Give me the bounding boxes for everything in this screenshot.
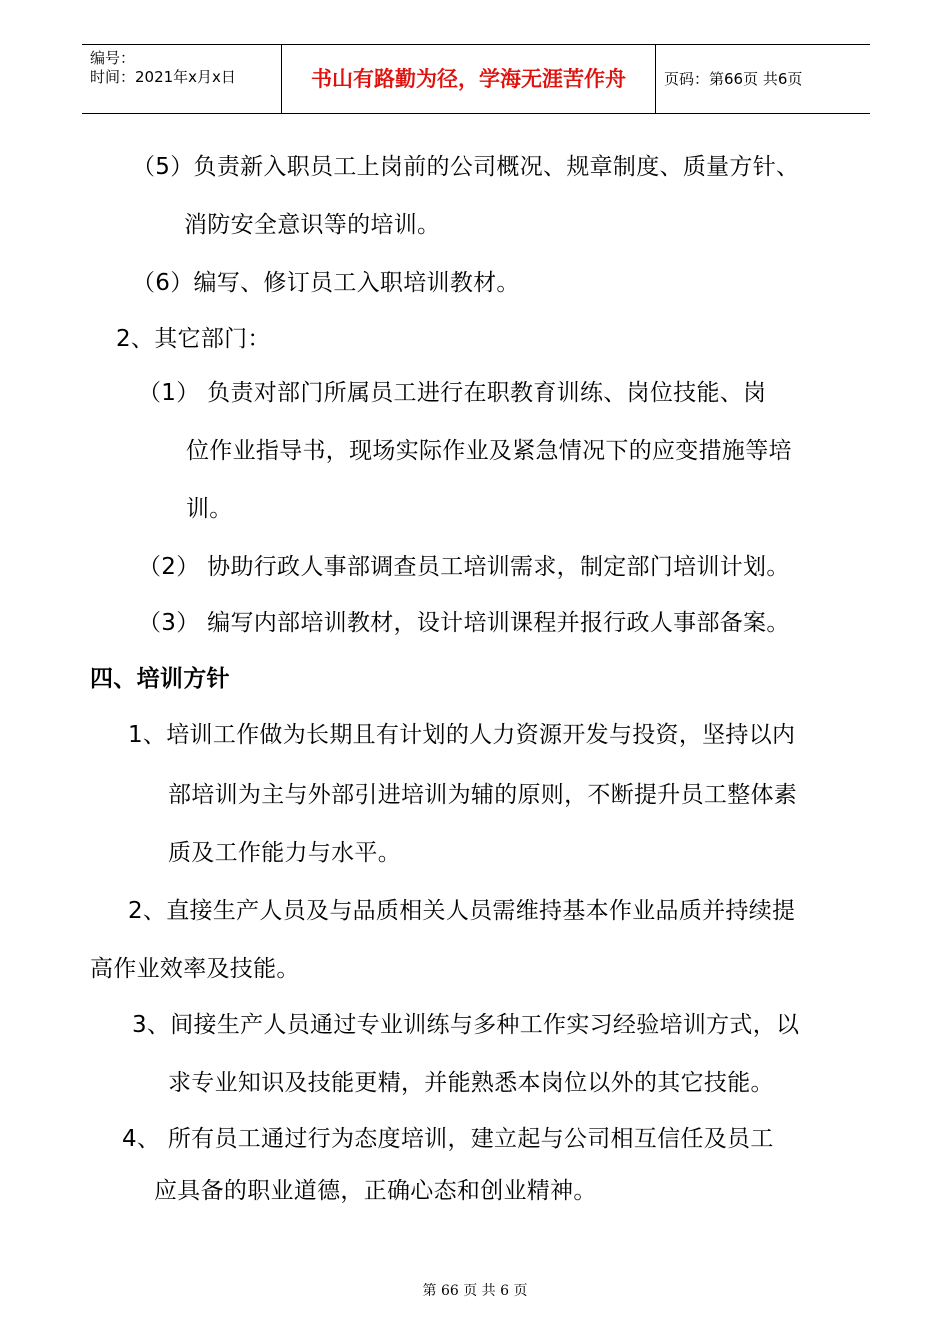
header-meta — [82, 45, 282, 113]
body-line: （1） 负责对部门所属员工进行在职教育训练、岗位技能、岗 — [138, 380, 767, 406]
section-heading: 四、培训方针 — [90, 666, 230, 692]
body-line: （6）编写、修订员工入职培训教材。 — [132, 270, 520, 296]
body-line: 位作业指导书，现场实际作业及紧急情况下的应变措施等培 — [186, 438, 792, 464]
document-time-label: 时间：2021年x月x日 — [90, 68, 236, 86]
body-line: 1、培训工作做为长期且有计划的人力资源开发与投资，坚持以内 — [128, 722, 796, 748]
page-header — [82, 44, 870, 114]
body-line: （5）负责新入职员工上岗前的公司概况、规章制度、质量方针、 — [132, 154, 800, 180]
body-line: （2） 协助行政人事部调查员工培训需求，制定部门培训计划。 — [138, 554, 790, 580]
body-line: 部培训为主与外部引进培训为辅的原则，不断提升员工整体素 — [168, 782, 798, 808]
page-footer: 第 66 页 共 6 页 — [422, 1283, 528, 1299]
body-line: 消防安全意识等的培训。 — [184, 212, 441, 238]
body-line: 求专业知识及技能更精，并能熟悉本岗位以外的其它技能。 — [168, 1070, 774, 1096]
body-line: 应具备的职业道德，正确心态和创业精神。 — [154, 1178, 597, 1204]
body-line: 2、其它部门： — [116, 326, 271, 352]
body-line: 训。 — [186, 496, 233, 522]
header-motto: 书山有路勤为径，学海无涯苦作舟 — [282, 45, 656, 113]
document-number-label: 编号： — [90, 49, 136, 67]
body-line: 2、直接生产人员及与品质相关人员需维持基本作业品质并持续提 — [128, 898, 796, 924]
header-page-info: 页码：第66页 共6页 — [664, 70, 803, 88]
body-line: 质及工作能力与水平。 — [168, 840, 401, 866]
body-line: （3） 编写内部培训教材，设计培训课程并报行政人事部备案。 — [138, 610, 790, 636]
body-line: 高作业效率及技能。 — [90, 956, 300, 982]
body-line: 3、间接生产人员通过专业训练与多种工作实习经验培训方式，以 — [132, 1012, 800, 1038]
body-line: 4、 所有员工通过行为态度培训，建立起与公司相互信任及员工 — [122, 1126, 774, 1152]
